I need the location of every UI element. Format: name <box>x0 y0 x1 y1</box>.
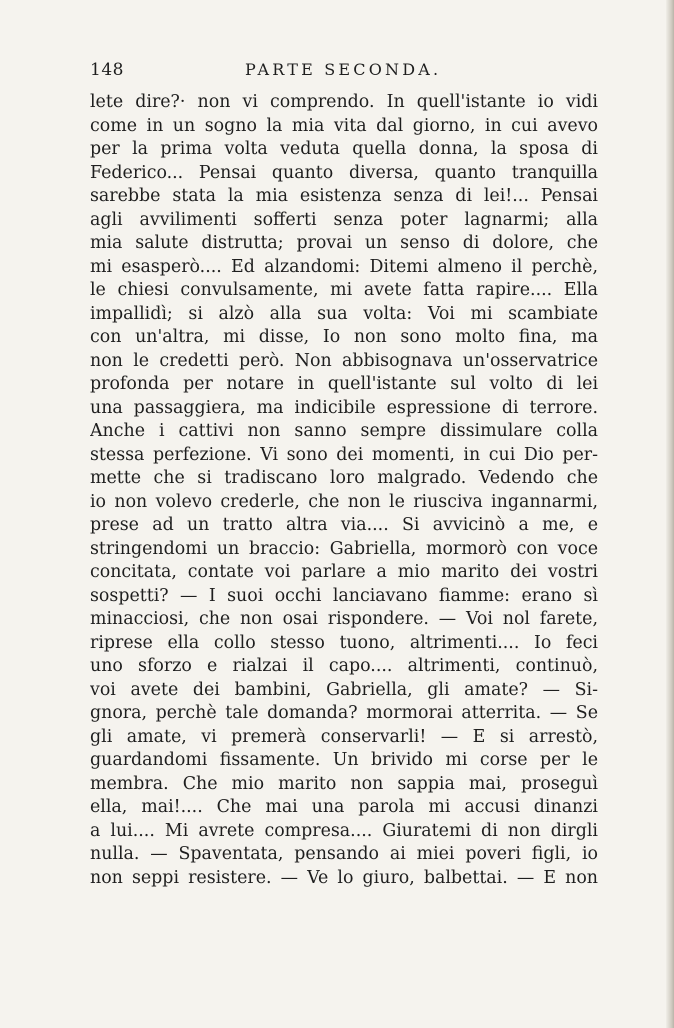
text-line: io non volevo crederle, che non le riusciva ingannarmi, <box>90 491 598 512</box>
running-title: PARTE SECONDA. <box>245 60 442 79</box>
text-line: Anche i cattivi non sanno sempre dissimulare colla <box>90 421 598 441</box>
text-line: non le credetti però. Non abbisognava un'osservatrice <box>90 350 598 371</box>
page-header <box>90 60 598 84</box>
text-line: minacciosi, che non osai rispondere. — Voi nol farete, <box>90 609 598 629</box>
text-line: guardandomi fissamente. Un brivido mi corse per le <box>90 750 598 770</box>
text-line: membra. Che mio marito non sappia mai, proseguì <box>90 773 598 794</box>
text-line: gnora, perchè tale domanda? mormorai atterrita. — Se <box>90 703 598 723</box>
text-line: per la prima volta veduta quella donna, la sposa di <box>90 139 598 159</box>
text-line: agli avvilimenti sofferti senza poter lagnarmi; alla <box>90 209 598 230</box>
text-line: concitata, contate voi parlare a mio marito dei vostri <box>90 562 598 582</box>
text-line: lete dire?· non vi comprendo. In quell'istante io vidi <box>90 92 598 112</box>
text-line: a lui.... Mi avrete compresa.... Giuratemi di non dirgli <box>90 820 598 841</box>
text-line: prese ad un tratto altra via.... Si avvicinò a me, e <box>90 515 598 535</box>
text-line: sospetti? — I suoi occhi lanciavano fiamme: erano sì <box>90 585 598 606</box>
text-line: gli amate, vi premerà conservarli! — E si arrestò, <box>90 726 598 747</box>
text-line: non seppi resistere. — Ve lo giuro, balbettai. — E non <box>90 867 598 888</box>
body-text <box>90 91 598 890</box>
text-line: voi avete dei bambini, Gabriella, gli amate? — Si- <box>90 679 598 700</box>
text-line: ella, mai!.... Che mai una parola mi accusi dinanzi <box>90 797 598 817</box>
text-line: profonda per notare in quell'istante sul volto di lei <box>90 374 598 394</box>
text-line: le chiesi convulsamente, mi avete fatta rapire.... Ella <box>90 280 598 300</box>
page-edge-shadow <box>666 0 674 1028</box>
text-line: con un'altra, mi disse, Io non sono molto fina, ma <box>90 327 598 347</box>
text-line: riprese ella collo stesso tuono, altrimenti.... Io feci <box>90 632 598 653</box>
text-line: stringendomi un braccio: Gabriella, mormorò con voce <box>90 538 598 559</box>
text-line: Federico... Pensai quanto diversa, quanto tranquilla <box>90 162 598 183</box>
text-line: stessa perfezione. Vi sono dei momenti, in cui Dio per- <box>90 444 598 465</box>
text-line: mia salute distrutta; provai un senso di dolore, che <box>90 233 598 253</box>
text-line: una passaggiera, ma indicibile espressione di terrore. <box>90 397 598 418</box>
text-line: impallidì; si alzò alla sua volta: Voi mi scambiate <box>90 303 598 324</box>
text-line: sarebbe stata la mia esistenza senza di lei!... Pensai <box>90 186 598 206</box>
text-line: come in un sogno la mia vita dal giorno, in cui avevo <box>90 115 598 136</box>
text-line: mette che si tradiscano loro malgrado. Vedendo che <box>90 468 598 488</box>
text-line: uno sforzo e rialzai il capo.... altrimenti, continuò, <box>90 656 598 676</box>
page-number: 148 <box>90 60 124 80</box>
text-line: mi esasperò.... Ed alzandomi: Ditemi almeno il perchè, <box>90 256 598 277</box>
text-line: nulla. — Spaventata, pensando ai miei poveri figli, io <box>90 844 598 864</box>
